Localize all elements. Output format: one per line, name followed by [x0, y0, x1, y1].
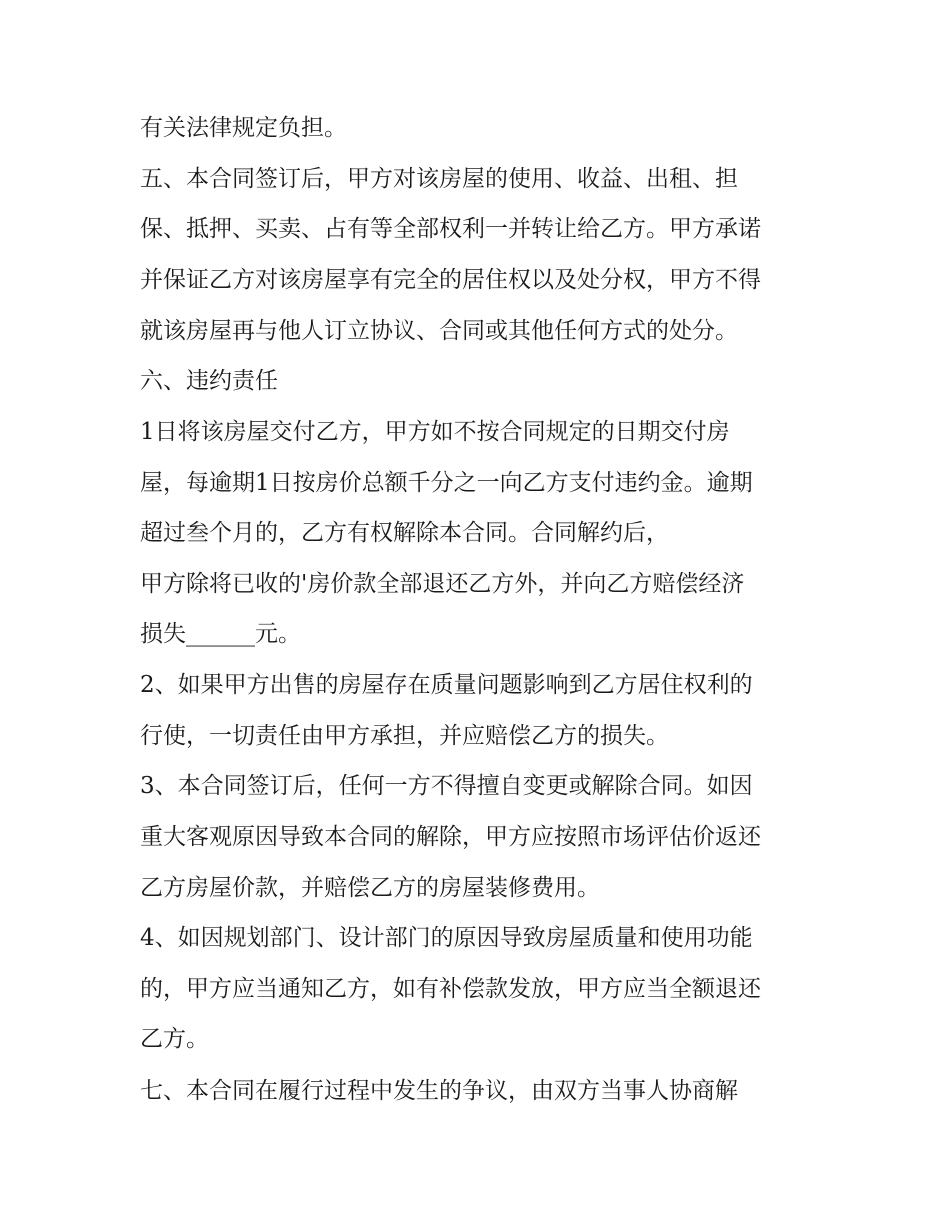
text-line: 并保证乙方对该房屋享有完全的居住权以及处分权，甲方不得 — [140, 267, 761, 293]
section-heading: 六、违约责任 — [140, 368, 278, 394]
text-line: 保、抵押、买卖、占有等全部权利一并转让给乙方。甲方承诺 — [140, 216, 761, 242]
text-line: 损失______元。 — [140, 621, 301, 647]
text-line: 五、本合同签订后，甲方对该房屋的使用、收益、出租、担 — [140, 166, 738, 192]
text-line: 甲方除将已收的'房价款全部退还乙方外，并向乙方赔偿经济 — [140, 571, 745, 597]
text-line: 的，甲方应当通知乙方，如有补偿款发放，甲方应当全额退还 — [140, 976, 761, 1002]
text-line: 行使，一切责任由甲方承担，并应赔偿乙方的损失。 — [140, 723, 669, 749]
text-line: 乙方。 — [140, 1026, 209, 1052]
text-line: 就该房屋再与他人订立协议、合同或其他任何方式的处分。 — [140, 318, 738, 344]
text-line: 乙方房屋价款，并赔偿乙方的房屋装修费用。 — [140, 875, 600, 901]
text-line: 重大客观原因导致本合同的解除，甲方应按照市场评估价返还 — [140, 824, 761, 850]
text-line: 七、本合同在履行过程中发生的争议，由双方当事人协商解 — [140, 1078, 738, 1104]
text-line: 2、如果甲方出售的房屋存在质量问题影响到乙方居住权利的 — [140, 672, 753, 698]
text-line: 1日将该房屋交付乙方，甲方如不按合同规定的日期交付房 — [140, 419, 730, 445]
text-line: 屋，每逾期1日按房价总额千分之一向乙方支付违约金。逾期 — [140, 470, 753, 496]
text-line: 有关法律规定负担。 — [140, 115, 347, 141]
text-line: 3、本合同签订后，任何一方不得擅自变更或解除合同。如因 — [140, 773, 753, 799]
text-line: 4、如因规划部门、设计部门的原因导致房屋质量和使用功能 — [140, 925, 753, 951]
text-line: 超过叁个月的，乙方有权解除本合同。合同解约后， — [140, 520, 669, 546]
